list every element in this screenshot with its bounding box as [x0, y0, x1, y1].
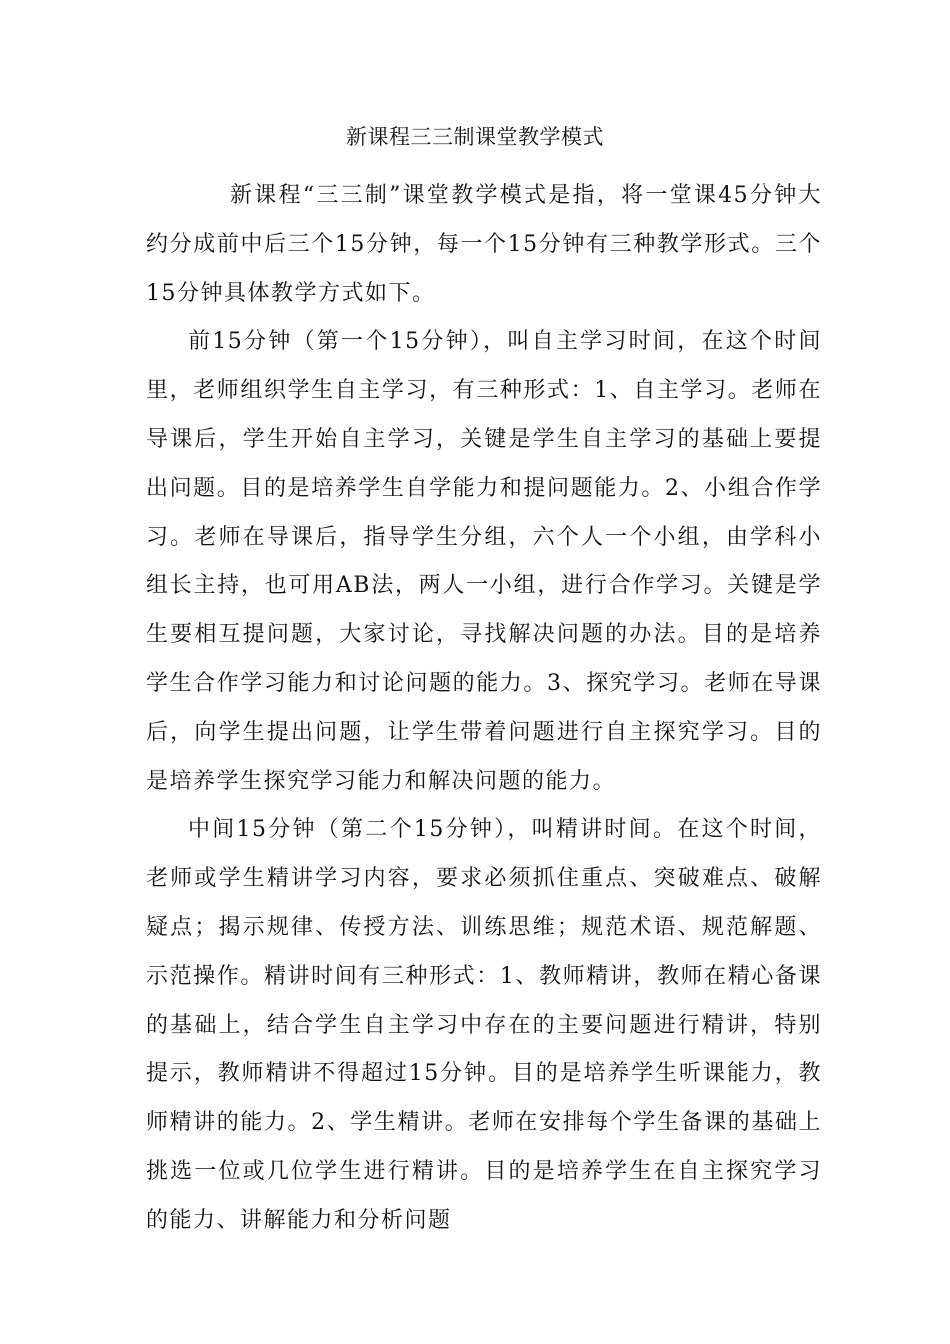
document-body: [146, 172, 822, 1246]
paragraph-first-15-minutes: 前15分钟（第一个15分钟），叫自主学习时间，在这个时间里，老师组织学生自主学习，有三种形式：1、自主学习。老师在导课后，学生开始自主学习，关键是学生自主学习的基础上要提出问题。目的是培养学生自学能力和提问题能力。2、小组合作学习。老师在导课后，指导学生分组，六个人一个小组，由学科小组长主持，也可用AB法，两人一小组，进行合作学习。关键是学生要相互提问题，大家讨论，寻找解决问题的办法。目的是培养学生合作学习能力和讨论问题的能力。3、探究学习。老师在导课后，向学生提出问题，让学生带着问题进行自主探究学习。目的是培养学生探究学习能力和解决问题的能力。: [146, 329, 822, 794]
paragraph-middle-15-minutes: 中间15分钟（第二个15分钟），叫精讲时间。在这个时间，老师或学生精讲学习内容，要求必须抓住重点、突破难点、破解疑点；揭示规律、传授方法、训练思维；规范术语、规范解题、示范操作。精讲时间有三种形式：1、教师精讲，教师在精心备课的基础上，结合学生自主学习中存在的主要问题进行精讲，特别提示，教师精讲不得超过15分钟。目的是培养学生听课能力，教师精讲的能力。2、学生精讲。老师在安排每个学生备课的基础上挑选一位或几位学生进行精讲。目的是培养学生在自主探究学习的能力、讲解能力和分析问题: [146, 817, 822, 1233]
document-title: 新课程三三制课堂教学模式: [346, 125, 604, 149]
paragraph-intro: 新课程“三三制”课堂教学模式是指，将一堂课45分钟大约分成前中后三个15分钟，每一个15分钟有三种教学形式。三个15分钟具体教学方式如下。: [146, 183, 822, 306]
